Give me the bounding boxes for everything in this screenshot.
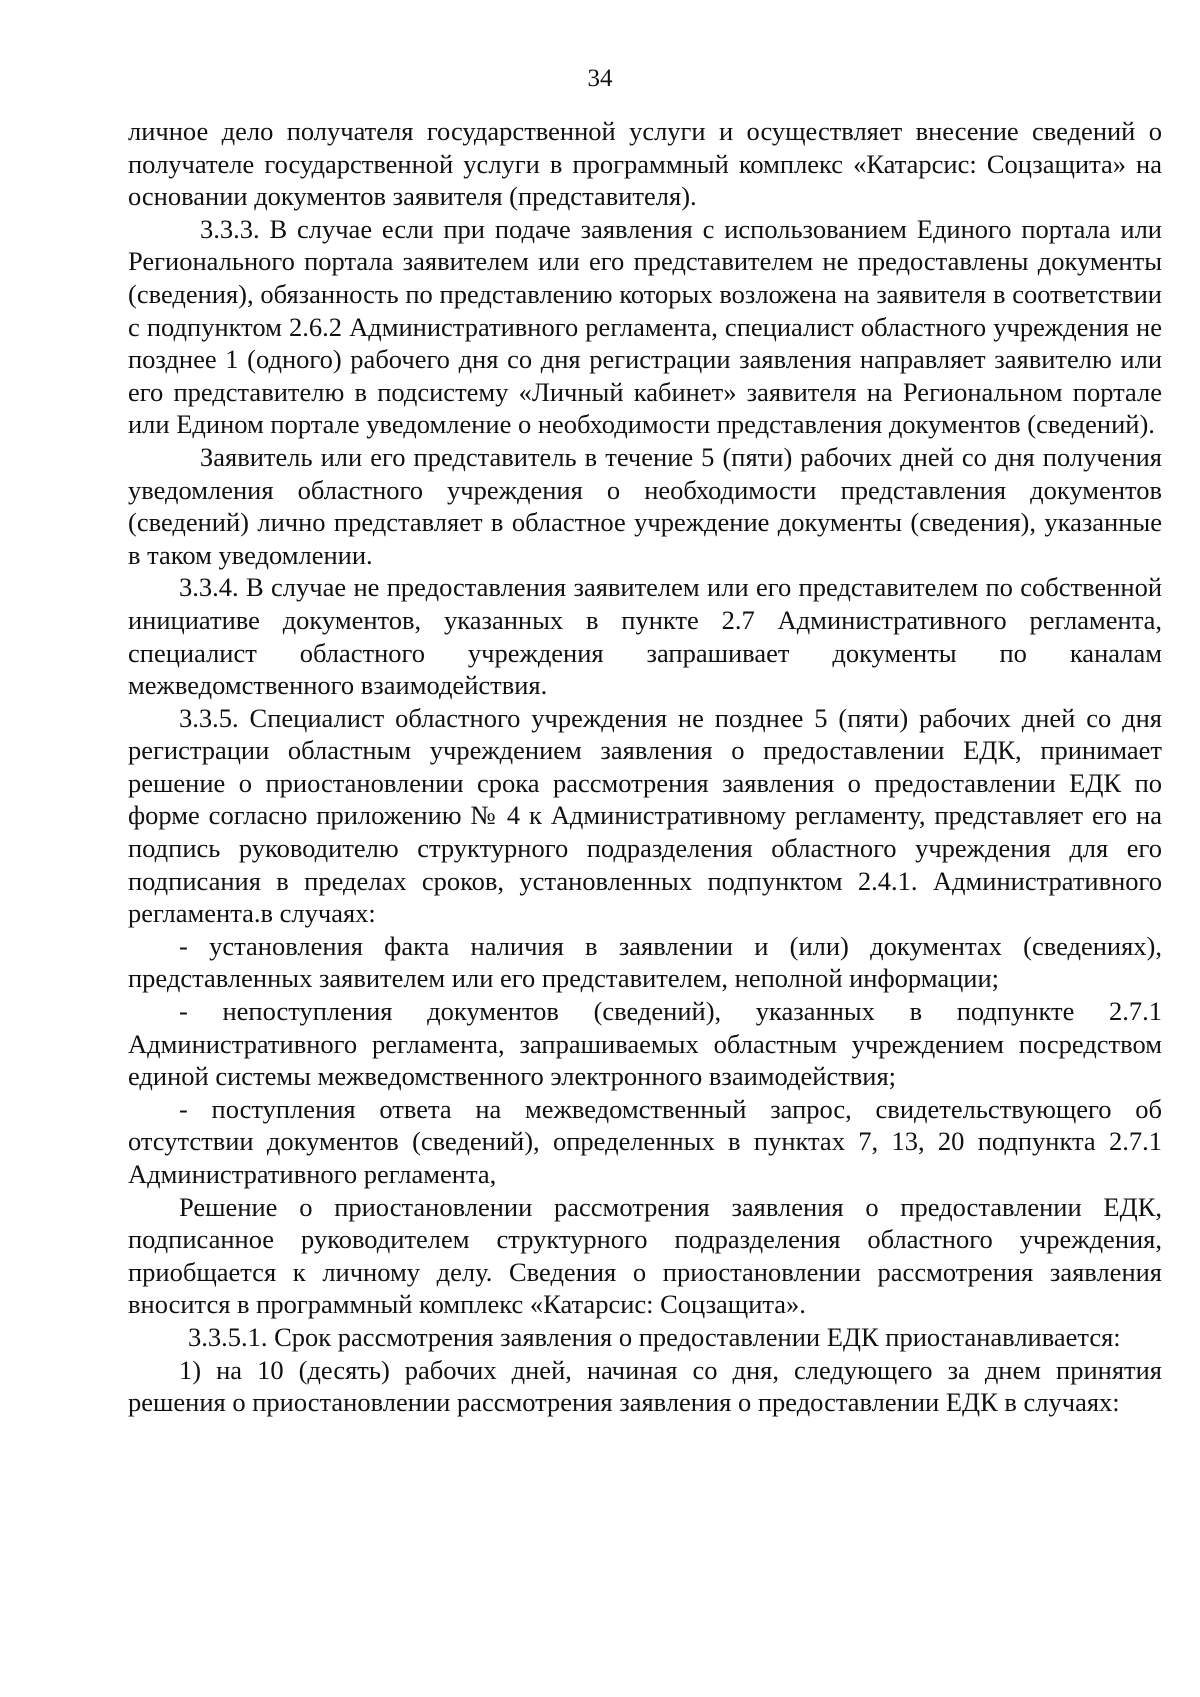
paragraph-3-3-4: 3.3.4. В случае не предоставления заявителем или его представителем по собственной инициативе документов, указанных в пункте 2.7 Административного регламента, специалист областного учреждения запрашивает документы по каналам межведомственного взаимодействия.: [128, 572, 1162, 701]
paragraph-3-3-5: 3.3.5. Специалист областного учреждения не позднее 5 (пяти) рабочих дней со дня регистрации областным учреждением заявления о предоставлении ЕДК, принимает решение о приостановлении срока рассмотрения заявления о предоставлении ЕДК по форме согласно приложению № 4 к Административному регламенту, представляет его на подпись руководителю структурного подразделения областного учреждения для его подписания в пределах сроков, установленных подпунктом 2.4.1. Административного регламента.в случаях:: [128, 702, 1162, 929]
paragraph-3-3-5-1: 3.3.5.1. Срок рассмотрения заявления о предоставлении ЕДК приостанавливается:: [188, 1321, 1121, 1352]
page-number: 34: [587, 65, 613, 92]
list-item-interagency-response: - поступления ответа на межведомственный запрос, свидетельствующего об отсутствии документов (сведений), определенных в пунктах 7, 13, 20 подпункта 2.7.1 Административного регламента,: [128, 1093, 1162, 1189]
paragraph-3-3-3: 3.3.3. В случае если при подаче заявления с использованием Единого портала или Регионального портала заявителем или его представителем не предоставлены документы (сведения), обязанность по представлению которых возложена на заявителя в соответствии с подпунктом 2.6.2 Административного регламента, специалист областного учреждения не позднее 1 (одного) рабочего дня со дня регистрации заявления направляет заявителю или его представителю в подсистему «Личный кабинет» заявителя на Региональном портале или Едином портале уведомление о необходимости представления документов (сведений).: [128, 213, 1162, 440]
paragraph-continuation: личное дело получателя государственной услуги и осуществляет внесение сведений о получателе государственной услуги в программный комплекс «Катарсис: Соцзащита» на основании документов заявителя (представителя).: [128, 116, 1162, 212]
list-item-ten-days: 1) на 10 (десять) рабочих дней, начиная со дня, следующего за днем принятия решения о приостановлении рассмотрения заявления о предоставлении ЕДК в случаях:: [128, 1354, 1162, 1418]
document-body: [128, 115, 1162, 1419]
list-item-documents-not-received: - непоступления документов (сведений), указанных в подпункте 2.7.1 Административного регламента, запрашиваемых областным учреждением посредством единой системы межведомственного электронного взаимодействия;: [128, 996, 1162, 1092]
paragraph-suspension-decision: Решение о приостановлении рассмотрения заявления о предоставлении ЕДК, подписанное руководителем структурного подразделения областного учреждения, приобщается к личному делу. Сведения о приостановлении рассмотрения заявления вносится в программный комплекс «Катарсис: Соцзащита».: [128, 1191, 1162, 1320]
list-item-incomplete-info: - установления факта наличия в заявлении и (или) документах (сведениях), представленных заявителем или его представителем, неполной информации;: [128, 930, 1162, 994]
paragraph-applicant-deadline: Заявитель или его представитель в течение 5 (пяти) рабочих дней со дня получения уведомления областного учреждения о необходимости представления документов (сведений) лично представляет в областное учреждение документы (сведения), указанные в таком уведомлении.: [128, 441, 1162, 570]
